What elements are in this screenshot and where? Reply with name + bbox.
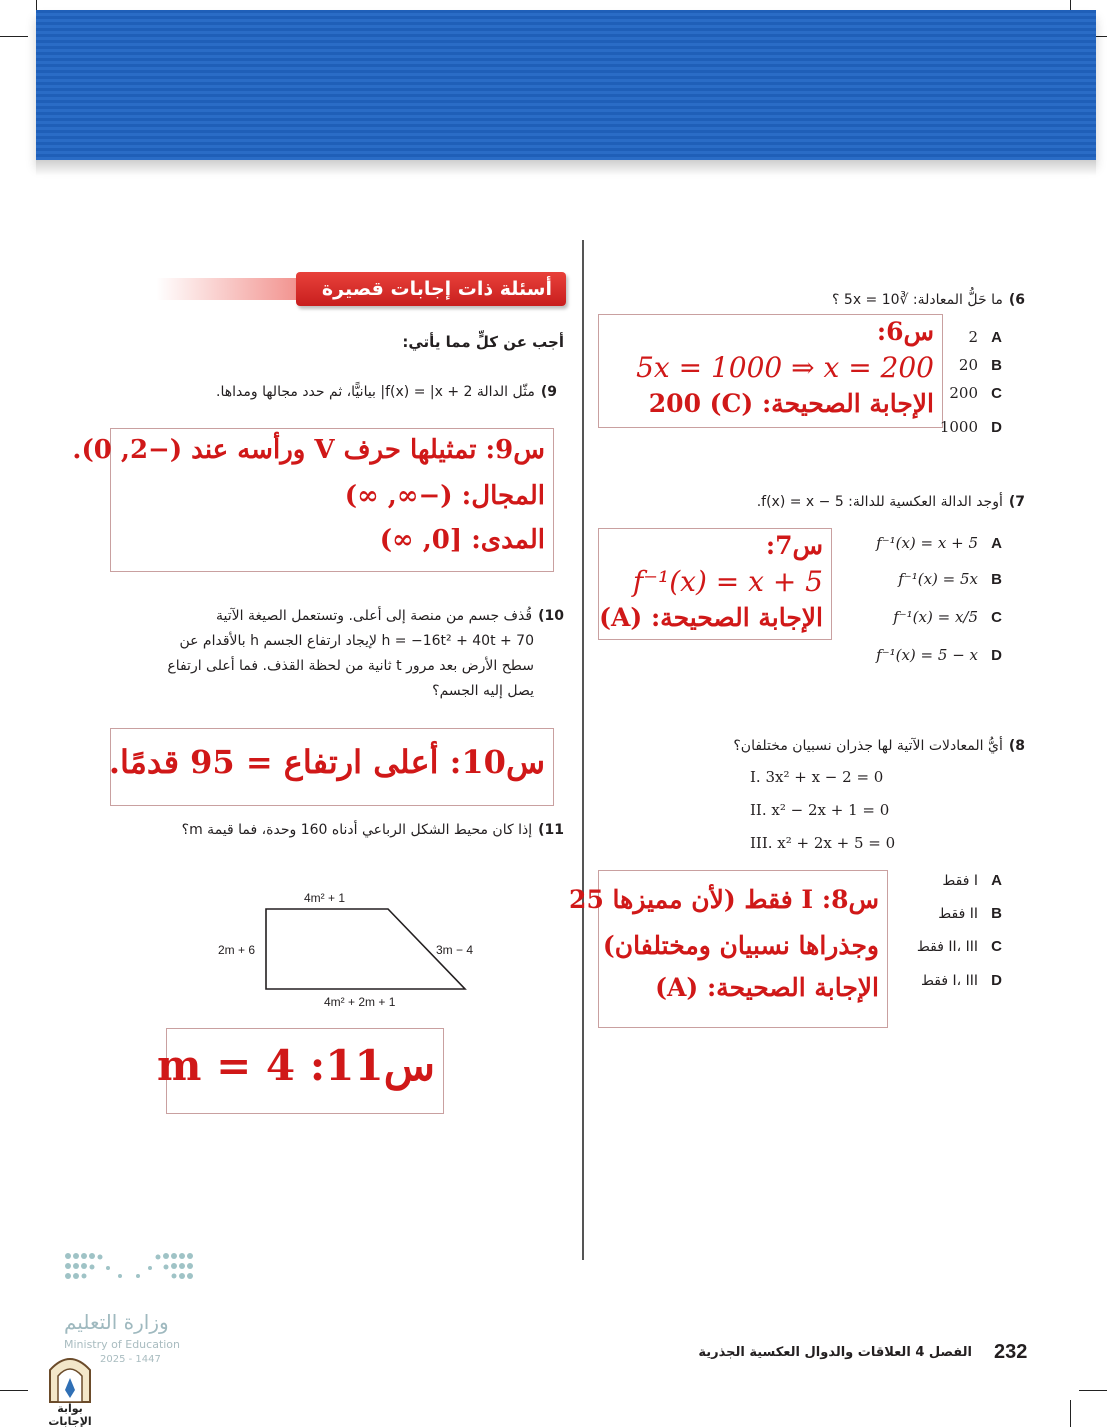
q9-number: 9)	[540, 384, 557, 400]
q8-answer-line1: س8: I فقط (لأن مميزها 25	[569, 885, 879, 914]
q8-option-c[interactable]: C II، III فقط	[916, 938, 1002, 955]
q10-line2: h = −16t² + 40t + 70 لإيجاد ارتفاع الجسم h بالأقدام عن	[179, 633, 534, 649]
crop-mark	[0, 36, 28, 37]
page-number: 232	[994, 1341, 1028, 1363]
q7-option-a[interactable]: f⁻¹(x) = x + 5 A	[876, 534, 1002, 552]
ministry-name-ar: وزارة التعليم	[64, 1310, 169, 1334]
q8-answer-line3: الإجابة الصحيحة: (A)	[655, 973, 879, 1002]
q10-line3: سطح الأرض بعد مرور t ثانية من لحظة القذف. فما أعلى ارتفاع	[167, 658, 534, 674]
q11-number: 11)	[538, 822, 564, 838]
q10-number: 10)	[538, 608, 564, 624]
q6-answer-work: 5x = 1000 ⇒ x = 200	[636, 351, 934, 384]
q8-number: 8)	[1008, 738, 1025, 754]
q6-answer-label: س6:	[876, 317, 934, 346]
instruction: أجب عن كلٍّ مما يأتي:	[402, 333, 564, 351]
q9-text	[216, 380, 557, 404]
q9-answer-line2: المجال: (−∞, ∞)	[344, 481, 545, 511]
q8-question: أيُّ المعادلات الآتية لها جذران نسبيان مختلفان؟	[733, 738, 1003, 754]
q6-option-d[interactable]: 1000 D	[939, 418, 1002, 436]
q11-quadrilateral-figure	[200, 880, 500, 1010]
header-banner	[36, 10, 1096, 160]
section-title-fade	[156, 278, 306, 300]
q7-option-c[interactable]: f⁻¹(x) = x/5 C	[893, 608, 1002, 626]
q11-question: إذا كان محيط الشكل الرباعي أدناه 160 وحدة، فما قيمة m؟	[181, 822, 533, 838]
q9-answer-line1: س9: تمثيلها حرف V ورأسه عند (−2, 0).	[72, 435, 545, 465]
figure-label-right: 3m − 4	[436, 943, 474, 957]
q11-answer: س11: m = 4	[157, 1041, 435, 1090]
q8-option-d[interactable]: D I، III فقط	[921, 972, 1002, 989]
figure-label-left: 2m + 6	[218, 943, 256, 957]
q6-answer-box	[598, 314, 943, 428]
q8-equation-2: II. x² − 2x + 1 = 0	[750, 801, 890, 819]
crop-mark	[1070, 1400, 1071, 1427]
figure-label-top: 4m² + 1	[304, 891, 346, 905]
q10-line4: يصل إليه الجسم؟	[432, 683, 534, 699]
q10-line1: 10)قُذف جسم من منصة إلى أعلى. وتستعمل الصيغة الآتية	[216, 608, 564, 624]
q11-answer-box	[157, 1028, 444, 1114]
portal-name: بوابة الإجابات	[48, 1402, 92, 1427]
section-title: أسئلة ذات إجابات قصيرة	[321, 278, 552, 300]
ministry-year: 2025 - 1447	[100, 1354, 161, 1365]
q8-equation-1: I. 3x² + x − 2 = 0	[750, 768, 884, 786]
q6-question: ما حَلُّ المعادلة: ∛5x = 10 ؟	[832, 292, 1003, 308]
q6-number: 6)	[1008, 292, 1025, 308]
q8-answer-line2: وجذراها نسبيان ومختلفان)	[602, 931, 879, 960]
q6-text	[832, 288, 1025, 312]
q7-question: أوجد الدالة العكسية للدالة: f(x) = x − 5.	[756, 494, 1003, 510]
q11-text	[182, 818, 564, 842]
q10-text	[167, 604, 564, 704]
crop-mark	[0, 1390, 28, 1391]
q7-option-b[interactable]: f⁻¹(x) = 5x B	[898, 570, 1002, 588]
q9-answer-box	[72, 428, 554, 572]
ministry-name-en: Ministry of Education	[64, 1338, 181, 1351]
mosque-icon	[34, 1348, 106, 1404]
q6-option-a[interactable]: 2 A	[968, 328, 1002, 346]
q7-number: 7)	[1008, 494, 1025, 510]
q8-equation-3: III. x² + 2x + 5 = 0	[750, 834, 896, 852]
quadrilateral-svg	[200, 880, 500, 1010]
footer-chapter: الفصل 4 العلاقات والدوال العكسية الجذرية	[698, 1345, 972, 1360]
q10-answer: س10: أعلى ارتفاع = 95 قدمًا.	[108, 743, 545, 781]
q9-question: مثّل الدالة f(x) = |x + 2| بيانيًّا، ثم حدد مجالها ومداها.	[216, 384, 535, 400]
answers-portal-logo	[34, 1348, 106, 1427]
q6-option-b[interactable]: 20 B	[958, 356, 1002, 374]
q7-answer-label: س7:	[765, 531, 823, 560]
q7-option-d[interactable]: f⁻¹(x) = 5 − x D	[876, 646, 1002, 664]
banner-shadow	[36, 160, 1096, 176]
q8-option-a[interactable]: A I فقط	[942, 872, 1002, 889]
q8-answer-box	[569, 870, 888, 1028]
q7-text	[757, 490, 1025, 514]
column-divider	[582, 240, 584, 1260]
q6-answer-result: الإجابة الصحيحة: (C) 200	[648, 389, 934, 418]
q8-option-b[interactable]: B II فقط	[938, 905, 1002, 922]
q7-answer-work: f⁻¹(x) = x + 5	[632, 565, 823, 598]
crop-mark	[1079, 1390, 1107, 1391]
q8-text	[733, 734, 1025, 758]
q6-option-c[interactable]: 200 C	[949, 384, 1002, 402]
q7-answer-box	[598, 528, 832, 640]
q9-answer-line3: المدى: [0, ∞)	[379, 525, 545, 555]
figure-label-bottom: 4m² + 2m + 1	[324, 995, 396, 1009]
section-title-banner	[150, 268, 566, 312]
q7-answer-result: الإجابة الصحيحة: (A)	[599, 603, 823, 632]
ministry-dots-icon	[60, 1248, 200, 1288]
q10-answer-box	[110, 728, 554, 806]
